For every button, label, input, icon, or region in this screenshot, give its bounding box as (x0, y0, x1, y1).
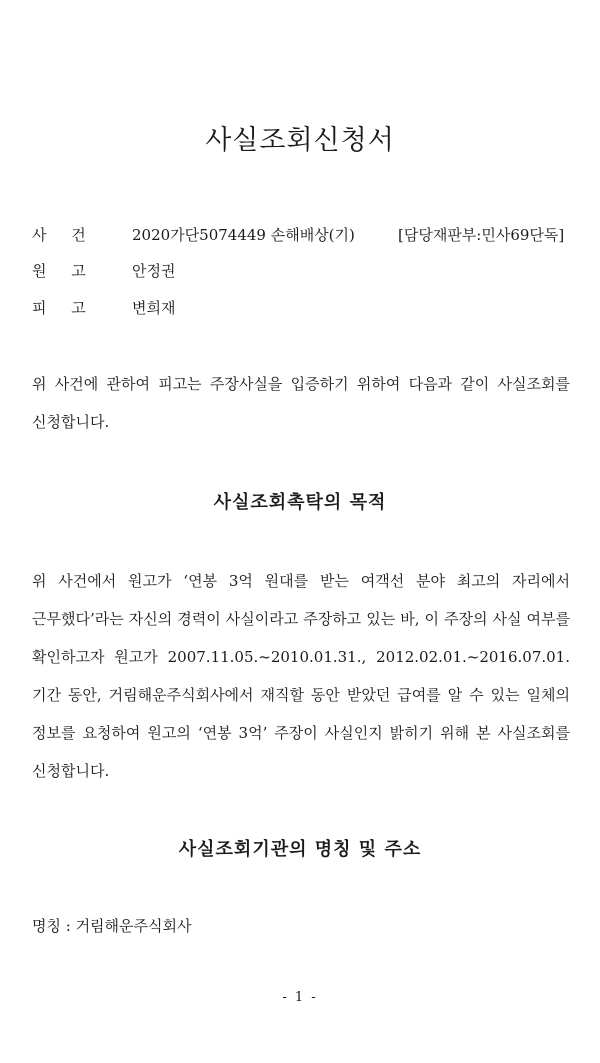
defendant-name: 변희재 (132, 299, 176, 317)
agency-heading: 사실조회기관의 명칭 및 주소 (178, 839, 422, 860)
defendant-label: 피 고 (32, 299, 96, 317)
agency-name-line: 명칭 : 거림해운주식회사 (32, 917, 192, 935)
page-number: - 1 - (282, 990, 318, 1005)
document-title: 사실조회신청서 (205, 125, 395, 156)
purpose-heading: 사실조회촉탁의 목적 (213, 492, 387, 513)
case-number: 2020가단5074449 손해배상(기) (132, 226, 355, 244)
case-label: 사 건 (32, 226, 96, 244)
plaintiff-label: 원 고 (32, 262, 96, 280)
case-row (32, 223, 572, 247)
plaintiff-row (32, 259, 332, 283)
case-department: [담당재판부:민사69단독] (398, 226, 565, 244)
defendant-row (32, 296, 332, 320)
plaintiff-name: 안정권 (132, 262, 176, 280)
intro-paragraph: 위 사건에 관하여 피고는 주장사실을 입증하기 위하여 다음과 같이 사실조회를 신청합니다. (32, 375, 570, 431)
purpose-paragraph: 위 사건에서 원고가 ‘연봉 3억 원대를 받는 여객선 분야 최고의 자리에서 근무했다’라는 자신의 경력이 사실이라고 주장하고 있는 바, 이 주장의 사실 여부를 확인하고자 원고가 2007.11.05.~2010.01.31., 2012.02.01.~2016.07.01. 기간 동안, 거림해운주식회사에서 재직할 동안 받았던 급여를 알 수 있는 일체의 정보를 요청하여 원고의 ‘연봉 3억’ 주장이 사실인지 밝히기 위해 본 사실조회를 신청합니다. (32, 572, 570, 780)
